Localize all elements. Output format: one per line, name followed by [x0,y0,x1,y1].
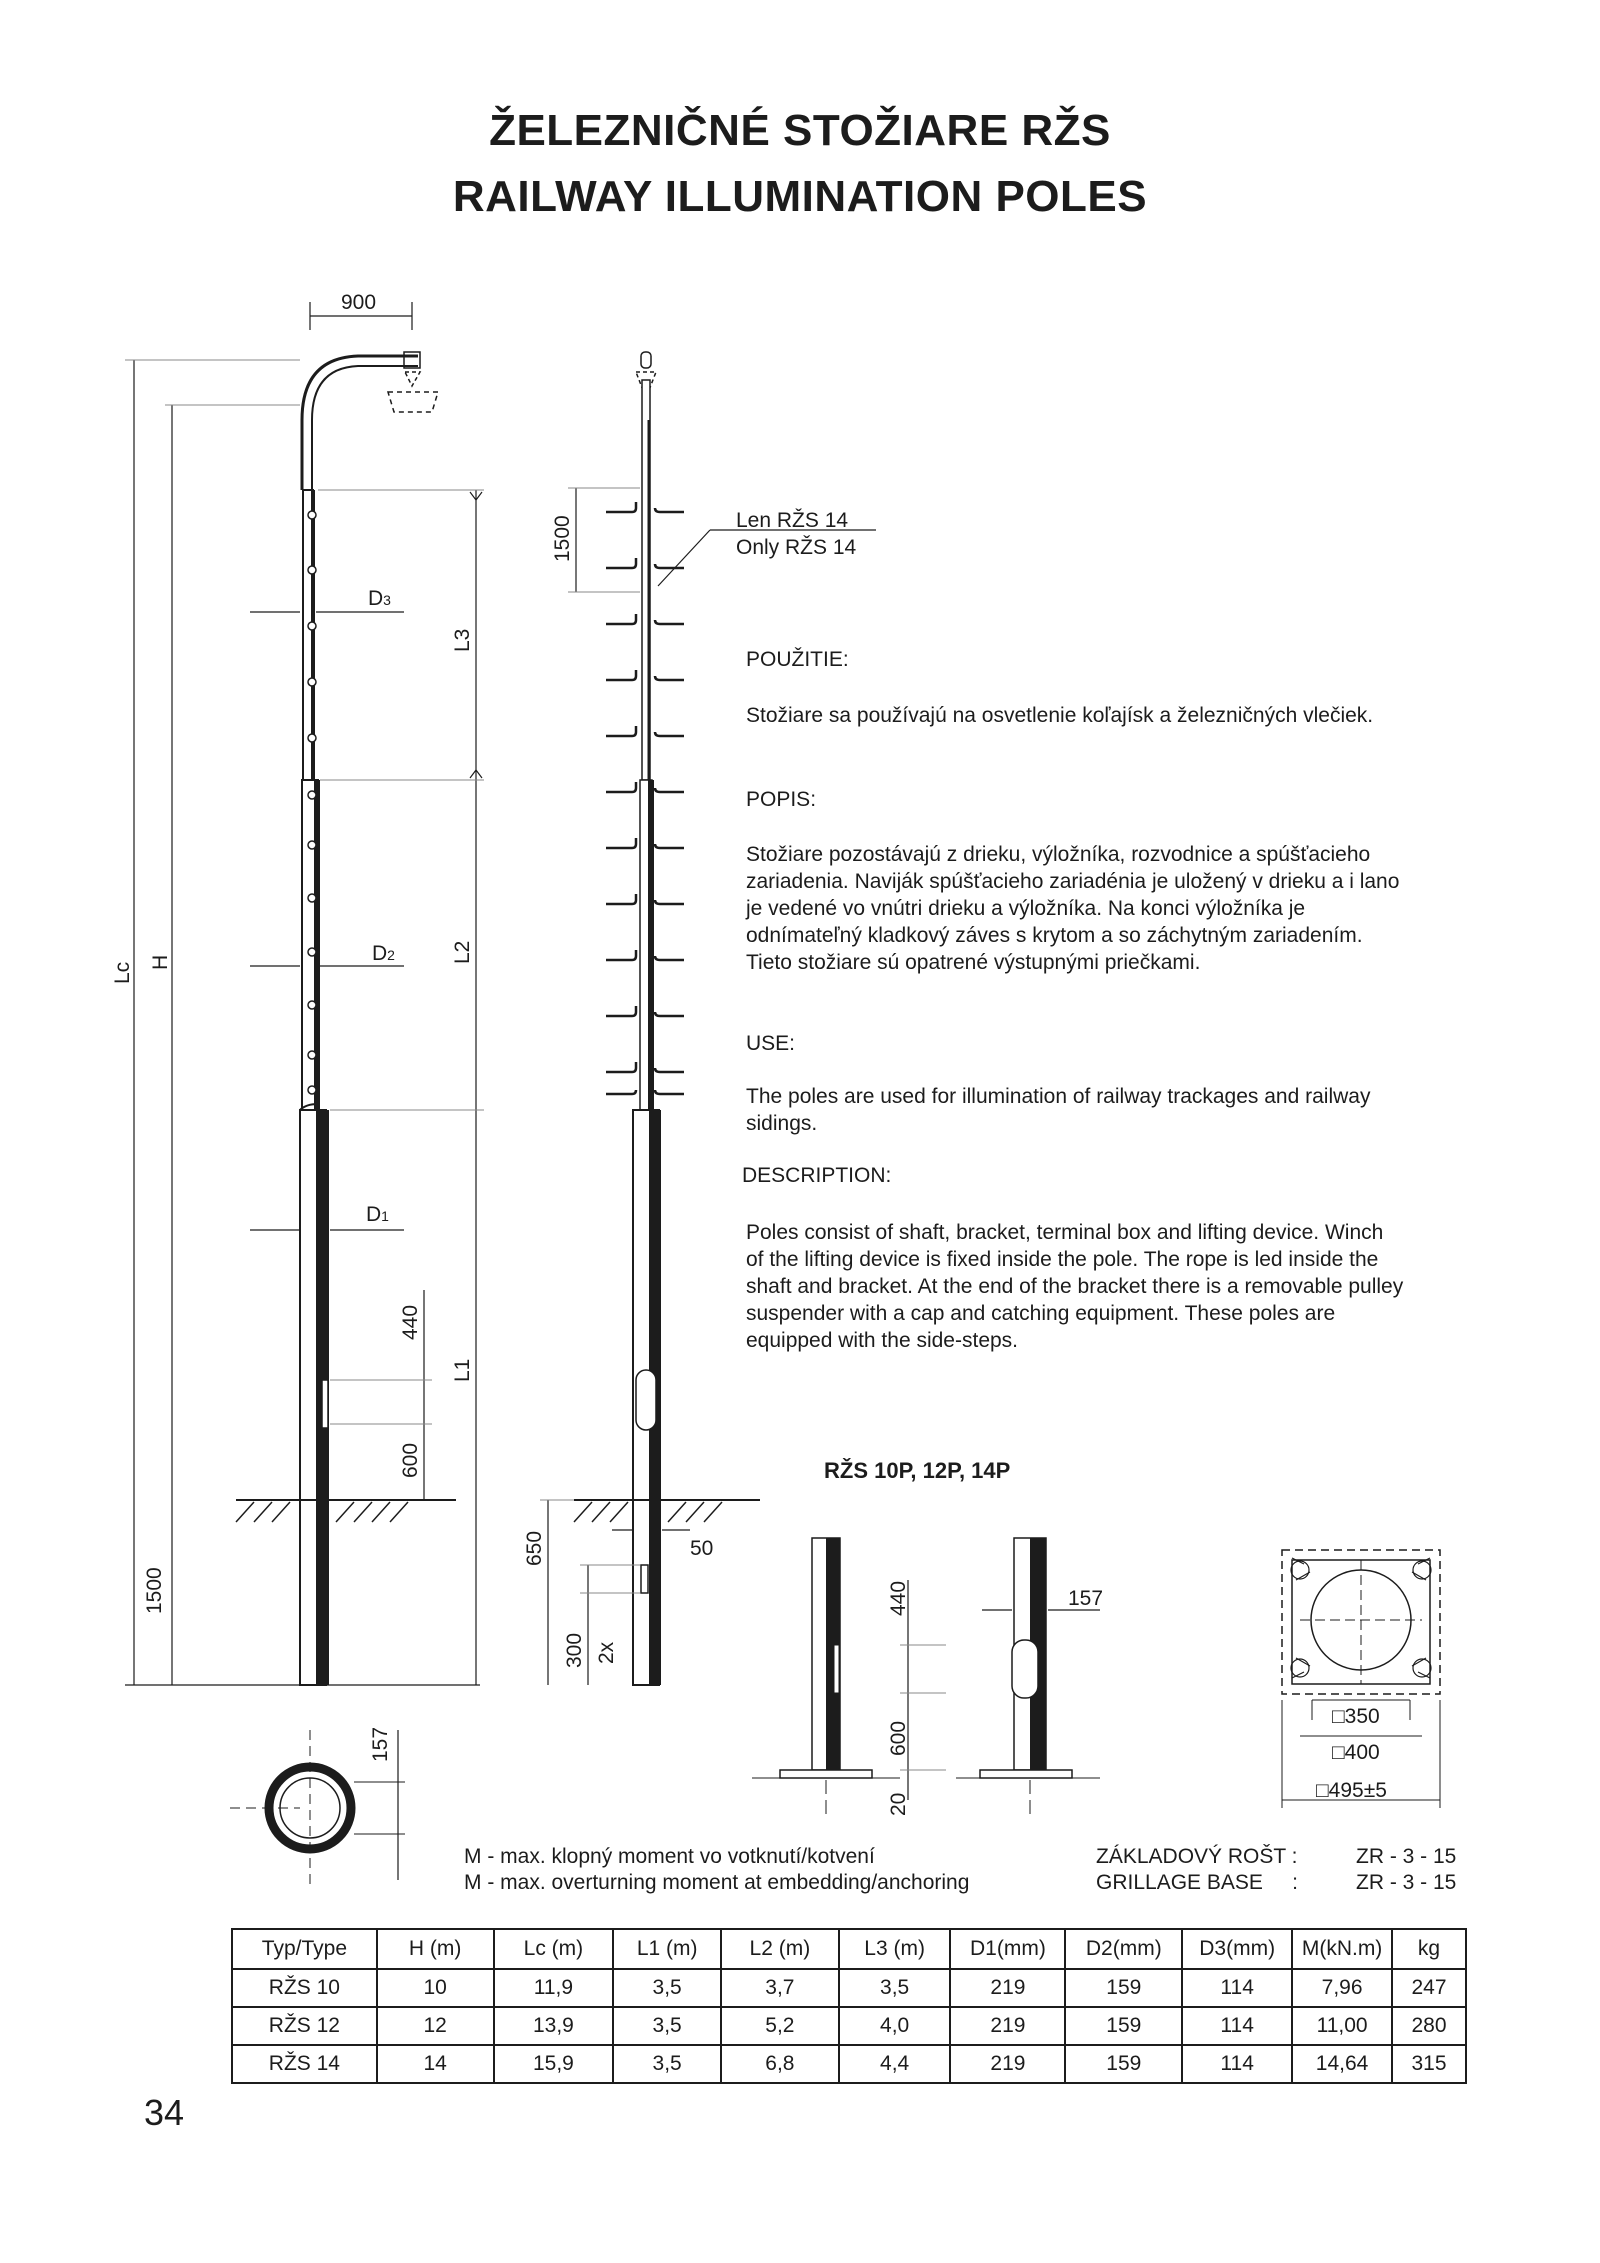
lc-label: Lc [111,961,134,984]
table-cell: RŽS 12 [232,2007,377,2045]
table-cell: 13,9 [494,2007,614,2045]
table-row [232,2007,1466,2045]
use-heading: USE: [746,1032,796,1055]
table-header: Lc (m) [494,1929,614,1969]
grillage-value-1: ZR - 3 - 15 [1356,1845,1457,1868]
table-cell: 11,00 [1292,2007,1392,2045]
table-header: kg [1392,1929,1466,1969]
table-cell: 6,8 [721,2045,839,2083]
specification-table [231,1928,1467,2084]
page-number: 34 [144,2092,185,2133]
table-cell: 3,5 [613,2045,721,2083]
table-cell: 3,5 [839,1969,951,2007]
table-cell: RŽS 10 [232,1969,377,2007]
table-header: D3(mm) [1182,1929,1292,1969]
table-cell: 159 [1065,2007,1182,2045]
table-cell: 5,2 [721,2007,839,2045]
d2-label: D2 [372,942,395,965]
detail-dim-600-label: 600 [887,1720,910,1756]
table-cell: 114 [1182,2045,1292,2083]
moment-note-sk: M - max. klopný moment vo votknutí/kotvení [464,1845,875,1868]
grillage-label-en: GRILLAGE BASE : [1096,1871,1298,1894]
table-cell: 15,9 [494,2045,614,2083]
description-heading: DESCRIPTION: [742,1164,892,1187]
dim-900-label: 900 [341,291,377,314]
pouzitie-heading: POUŽITIE: [746,648,849,671]
table-cell: 7,96 [1292,1969,1392,2007]
table-cell: 4,0 [839,2007,951,2045]
description-line-1: Poles consist of shaft, bracket, terminal box and lifting device. Winch [746,1221,1384,1244]
table-cell: 315 [1392,2045,1466,2083]
d3-label: D3 [368,587,391,610]
base-495-label: □495±5 [1316,1779,1387,1802]
detail-dim-20-label: 20 [887,1792,910,1816]
base-350-label: □350 [1332,1705,1380,1728]
description-line-3: shaft and bracket. At the end of the bracket there is a removable pulley [746,1275,1404,1298]
table-cell: 14 [377,2045,494,2083]
table-cell: 12 [377,2007,494,2045]
table-cell: 159 [1065,2045,1182,2083]
table-cell: 247 [1392,1969,1466,2007]
table-header: D1(mm) [950,1929,1065,1969]
table-header: Typ/Type [232,1929,377,1969]
detail-heading: RŽS 10P, 12P, 14P [824,1458,1011,1483]
table-cell: 219 [950,2007,1065,2045]
l1-label: L1 [451,1358,474,1382]
popis-line-1: Stožiare pozostávajú z drieku, výložníka, rozvodnice a spúšťacieho [746,843,1371,866]
only-rzs14-sk-label: Len RŽS 14 [736,509,849,532]
table-cell: 10 [377,1969,494,2007]
pouzitie-text: Stožiare sa používajú na osvetlenie koľajísk a železničných vlečiek. [746,704,1374,727]
table-header: H (m) [377,1929,494,1969]
table-cell: 3,7 [721,1969,839,2007]
base-400-label: □400 [1332,1741,1380,1764]
detail-dim-157-label: 157 [1068,1587,1104,1610]
popis-line-4: odnímateľný kladkový záves s krytom a so záchytným zariadením. [746,924,1363,947]
table-cell: 3,5 [613,2007,721,2045]
description-line-2: of the lifting device is fixed inside the pole. The rope is led inside the [746,1248,1379,1271]
table-cell: 14,64 [1292,2045,1392,2083]
table-row [232,1969,1466,2007]
title-english: RAILWAY ILLUMINATION POLES [452,172,1148,221]
use-line-2: sidings. [746,1112,818,1135]
dim-600-label: 600 [399,1442,422,1478]
table-header: L3 (m) [839,1929,951,1969]
moment-note-en: M - max. overturning moment at embedding/anchoring [464,1871,970,1894]
dim-1500-top-label: 1500 [551,515,574,562]
dim-300-label: 300 [563,1632,586,1668]
table-header: L2 (m) [721,1929,839,1969]
description-line-5: equipped with the side-steps. [746,1329,1019,1352]
dim-1500-base-label: 1500 [143,1567,166,1614]
d1-label: D1 [366,1203,389,1226]
table-cell: 4,4 [839,2045,951,2083]
table-cell: 280 [1392,2007,1466,2045]
table-header-row [232,1929,1466,1969]
table-cell: RŽS 14 [232,2045,377,2083]
dim-50-label: 50 [690,1537,714,1560]
description-line-4: suspender with a cap and catching equipment. These poles are [746,1302,1336,1325]
popis-line-3: je vedené vo vnútri drieku a výložníka. Na konci výložníka je [746,897,1306,920]
grillage-value-2: ZR - 3 - 15 [1356,1871,1457,1894]
l3-label: L3 [451,628,474,652]
l2-label: L2 [451,940,474,964]
popis-line-5: Tieto stožiare sú opatrené výstupnými priečkami. [746,951,1201,974]
table-cell: 3,5 [613,1969,721,2007]
popis-line-2: zariadenia. Naviják spúšťacieho zariadénia je uložený v drieku a i lano [746,870,1400,893]
table-header: M(kN.m) [1292,1929,1392,1969]
h-label: H [149,954,172,970]
only-rzs14-en-label: Only RŽS 14 [736,536,857,559]
dim-2x-label: 2x [595,1641,618,1664]
detail-dim-440-label: 440 [887,1580,910,1616]
dim-157-label: 157 [369,1726,392,1762]
table-cell: 159 [1065,1969,1182,2007]
table-cell: 219 [950,2045,1065,2083]
use-line-1: The poles are used for illumination of railway trackages and railway [746,1085,1371,1108]
table-cell: 11,9 [494,1969,614,2007]
popis-heading: POPIS: [746,788,817,811]
table-cell: 219 [950,1969,1065,2007]
dim-650-label: 650 [523,1530,546,1566]
table-row [232,2045,1466,2083]
table-cell: 114 [1182,1969,1292,2007]
table-header: L1 (m) [613,1929,721,1969]
dim-440-label: 440 [399,1304,422,1340]
title-slovak: ŽELEZNIČNÉ STOŽIARE RŽS [489,106,1111,155]
grillage-label-sk: ZÁKLADOVÝ ROŠT : [1096,1845,1298,1868]
table-header: D2(mm) [1065,1929,1182,1969]
table-cell: 114 [1182,2007,1292,2045]
